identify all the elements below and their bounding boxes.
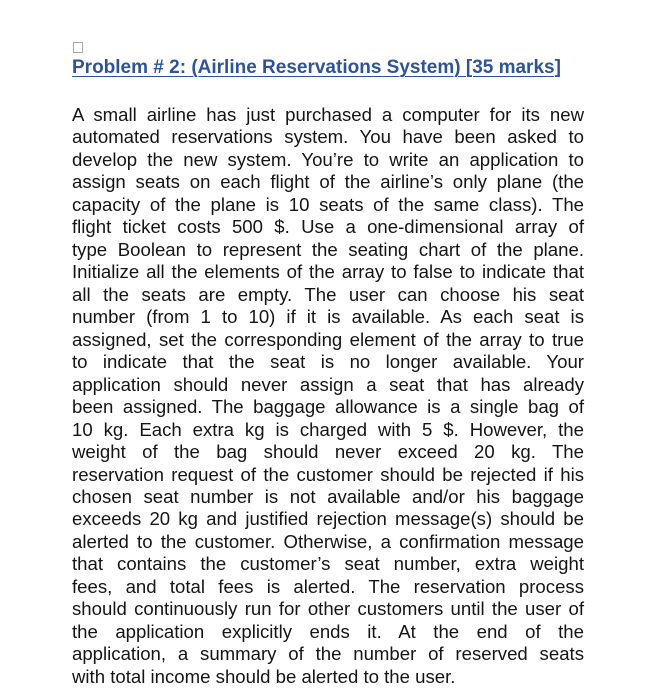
paragraph-line: automated reservations system. You have been asked to	[72, 126, 584, 148]
paragraph-line: weight of the bag should never exceed 20 kg. The	[72, 441, 584, 463]
paragraph-line: develop the new system. You’re to write an application to	[72, 148, 584, 170]
paragraph-line: exceeds 20 kg and justified rejection message(s) should be	[72, 508, 584, 530]
paragraph-line: all the seats are empty. The user can choose his seat	[72, 283, 584, 305]
paragraph-line: 10 kg. Each extra kg is charged with 5 $. However, the	[72, 418, 584, 440]
paragraph-line: that contains the customer’s seat number, extra weight	[72, 553, 584, 575]
paragraph-line: should continuously run for other customers until the user of	[72, 598, 584, 620]
paragraph-line: assign seats on each flight of the airline’s only plane (the	[72, 171, 584, 193]
paragraph-line: Initialize all the elements of the array to false to indicate that	[72, 261, 584, 283]
problem-description	[72, 104, 584, 688]
checkbox-icon	[73, 42, 83, 53]
paragraph-line: with total income should be alerted to the user.	[72, 665, 456, 687]
paragraph-line: assigned, set the corresponding element of the array to true	[72, 328, 584, 350]
paragraph-line: to indicate that the seat is no longer available. Your	[72, 351, 584, 373]
paragraph-line: capacity of the plane is 10 seats of the same class). The	[72, 193, 584, 215]
problem-title: Problem # 2: (Airline Reservations System) [35 marks]	[72, 57, 561, 78]
paragraph-line: application should never assign a seat that has already	[72, 373, 584, 395]
paragraph-line: number (from 1 to 10) if it is available. As each seat is	[72, 306, 584, 328]
paragraph-line: reservation request of the customer should be rejected if his	[72, 463, 584, 485]
paragraph-line: type Boolean to represent the seating chart of the plane.	[72, 238, 584, 260]
paragraph-line: A small airline has just purchased a computer for its new	[72, 104, 584, 125]
paragraph-line: been assigned. The baggage allowance is a single bag of	[72, 396, 584, 418]
paragraph-line: alerted to the customer. Otherwise, a confirmation message	[72, 530, 584, 552]
paragraph-line: the application explicitly ends it. At the end of the	[72, 620, 584, 642]
paragraph-line: flight ticket costs 500 $. Use a one-dimensional array of	[72, 216, 584, 238]
paragraph-line: fees, and total fees is alerted. The reservation process	[72, 575, 584, 597]
paragraph-line: application, a summary of the number of reserved seats	[72, 643, 584, 665]
paragraph-line: chosen seat number is not available and/or his baggage	[72, 485, 584, 507]
